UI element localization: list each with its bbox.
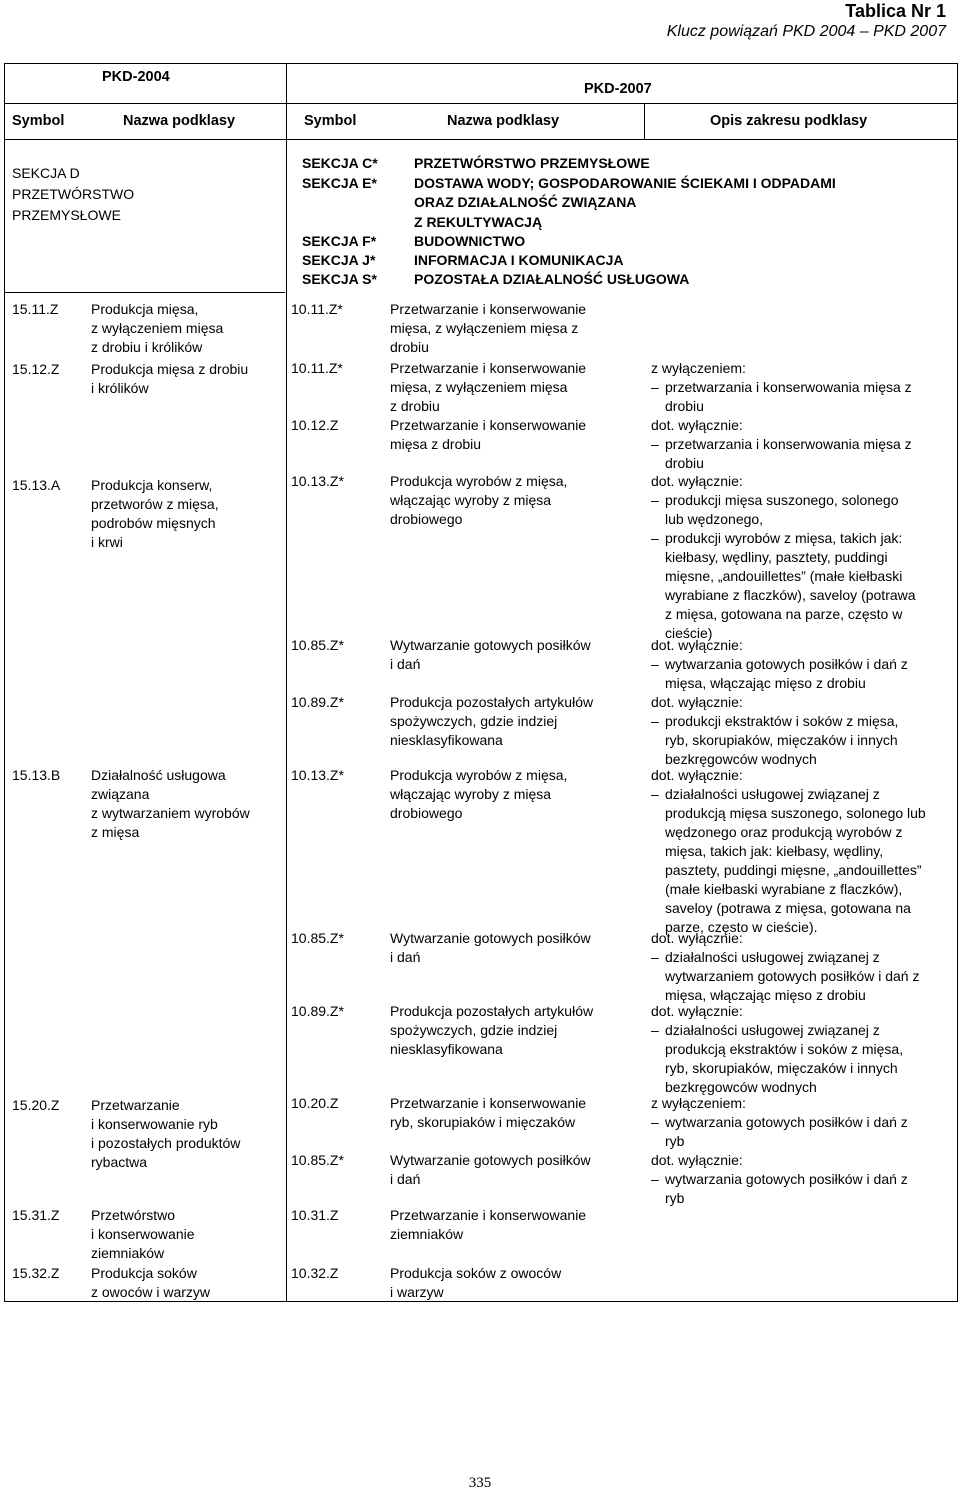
desc-intro: dot. wyłącznie:	[651, 417, 743, 433]
section-2007-name: POZOSTAŁA DZIAŁALNOŚĆ USŁUGOWA	[414, 271, 690, 287]
desc-bullet	[651, 1021, 880, 1040]
pkd2007-name: spożywczych, gdzie indziej	[390, 1022, 558, 1038]
section-2007-name: ORAZ DZIAŁALNOŚĆ ZWIĄZANA	[414, 194, 637, 210]
pkd2004-name: i konserwowanie	[91, 1226, 195, 1242]
pkd2004-name: z drobiu i królików	[91, 339, 203, 355]
desc-item-text: produkcji mięsa suszonego, solonego	[665, 492, 899, 508]
desc-intro: dot. wyłącznie:	[651, 767, 743, 783]
pkd2007-name: spożywczych, gdzie indziej	[390, 713, 558, 729]
pkd2004-name: i pozostałych produktów	[91, 1135, 241, 1151]
desc-item-text: pasztety, puddingi mięsne, „andouillettes”	[665, 862, 922, 878]
dash-bullet-icon: –	[651, 492, 659, 508]
pkd2004-name: podrobów mięsnych	[91, 515, 216, 531]
pkd2007-name: Wytwarzanie gotowych posiłków	[390, 637, 591, 653]
pkd2007-name: i dań	[390, 1171, 421, 1187]
pkd2007-name: Produkcja soków z owoców	[390, 1265, 562, 1281]
section-2007-symbol: SEKCJA C*	[302, 155, 378, 171]
divider-desc	[644, 103, 645, 140]
pkd2007-symbol: 10.85.Z*	[291, 1152, 344, 1168]
dash-bullet-icon: –	[651, 436, 659, 452]
pkd2007-name: i warzyw	[390, 1284, 444, 1300]
desc-item-text: ryb, skorupiaków, mięczaków i innych	[665, 732, 898, 748]
desc-intro: z wyłączeniem:	[651, 1095, 746, 1111]
section-2004-line: SEKCJA D	[12, 165, 80, 181]
pkd2004-name: Działalność usługowa	[91, 767, 226, 783]
desc-item-text: przetwarzania i konserwowania mięsa z	[665, 436, 912, 452]
pkd2004-name: Produkcja soków	[91, 1265, 197, 1281]
pkd2004-name: Przetwórstwo	[91, 1207, 176, 1223]
dash-bullet-icon: –	[651, 1171, 659, 1187]
pkd2004-symbol: 15.32.Z	[12, 1265, 60, 1281]
pkd2004-name: ziemniaków	[91, 1245, 165, 1261]
desc-bullet	[651, 378, 912, 397]
pkd2004-symbol: 15.20.Z	[12, 1097, 60, 1113]
desc-bullet	[651, 1170, 908, 1189]
desc-item-text: działalności usługowej związanej z	[665, 949, 880, 965]
pkd2004-name: i konserwowanie ryb	[91, 1116, 218, 1132]
page-number: 335	[468, 1475, 492, 1491]
pkd2007-group-heading: PKD-2007	[584, 81, 652, 97]
pkd2007-symbol: 10.11.Z*	[291, 360, 343, 376]
desc-item-text: wytwarzania gotowych posiłków i dań z	[665, 1114, 908, 1130]
desc-intro: dot. wyłącznie:	[651, 694, 743, 710]
pkd2007-name: i dań	[390, 949, 421, 965]
desc-item-text: wędzonego oraz produkcją wyrobów z	[665, 824, 903, 840]
pkd2007-name: Przetwarzanie i konserwowanie	[390, 417, 587, 433]
pkd2007-name: Przetwarzanie i konserwowanie	[390, 301, 587, 317]
pkd2004-name: związana	[91, 786, 150, 802]
desc-item-text: kiełbasy, wędliny, pasztety, puddingi	[665, 549, 888, 565]
dash-bullet-icon: –	[651, 656, 659, 672]
desc-item-text: bezkręgowców wodnych	[665, 751, 817, 767]
pkd2007-name: Przetwarzanie i konserwowanie	[390, 1207, 587, 1223]
pkd2007-name: Produkcja pozostałych artykułów	[390, 1003, 594, 1019]
pkd2007-name: Produkcja wyrobów z mięsa,	[390, 473, 568, 489]
desc-item-text: produkcji wyrobów z mięsa, takich jak:	[665, 530, 903, 546]
pkd2004-name: rybactwa	[91, 1154, 148, 1170]
desc-item-text: drobiu	[665, 398, 704, 414]
section-2004-line: PRZETWÓRSTWO	[12, 186, 135, 202]
desc-bullet	[651, 785, 880, 804]
desc-item-text: wytwarzania gotowych posiłków i dań z	[665, 1171, 908, 1187]
desc-item-text: mięsa, włączając mięso z drobiu	[665, 675, 866, 691]
pkd2007-symbol: 10.31.Z	[291, 1207, 339, 1223]
desc-item-text: drobiu	[665, 455, 704, 471]
section-2007-name: INFORMACJA I KOMUNIKACJA	[414, 252, 624, 268]
col-desc: Opis zakresu podklasy	[710, 113, 868, 129]
pkd2004-name: Produkcja mięsa z drobiu	[91, 361, 249, 377]
pkd2007-name: drobiowego	[390, 511, 463, 527]
section-2007-symbol: SEKCJA J*	[302, 252, 376, 268]
pkd2007-name: włączając wyroby z mięsa	[390, 492, 552, 508]
pkd2004-name: i królików	[91, 380, 149, 396]
pkd2007-symbol: 10.89.Z*	[291, 1003, 344, 1019]
desc-intro: z wyłączeniem:	[651, 360, 746, 376]
pkd2004-symbol: 15.11.Z	[12, 301, 59, 317]
dash-bullet-icon: –	[651, 1022, 659, 1038]
pkd2007-name: ziemniaków	[390, 1226, 464, 1242]
col-symbol-2004: Symbol	[12, 113, 65, 129]
pkd2007-name: Wytwarzanie gotowych posiłków	[390, 1152, 591, 1168]
pkd2007-name: Wytwarzanie gotowych posiłków	[390, 930, 591, 946]
section-2007-symbol: SEKCJA F*	[302, 233, 377, 249]
pkd2007-name: mięsa, z wyłączeniem mięsa	[390, 379, 568, 395]
pkd2004-symbol: 15.12.Z	[12, 361, 60, 377]
dash-bullet-icon: –	[651, 1114, 659, 1130]
pkd2007-name: niesklasyfikowana	[390, 732, 503, 748]
desc-item-text: działalności usługowej związanej z	[665, 1022, 880, 1038]
desc-item-text: cieście)	[665, 625, 713, 641]
desc-item-text: działalności usługowej związanej z	[665, 786, 880, 802]
desc-item-text: (małe kiełbaski wyrabiane z flaczków),	[665, 881, 903, 897]
pkd2007-name: Produkcja pozostałych artykułów	[390, 694, 594, 710]
dash-bullet-icon: –	[651, 786, 659, 802]
pkd2007-symbol: 10.20.Z	[291, 1095, 339, 1111]
pkd2007-symbol: 10.13.Z*	[291, 767, 344, 783]
desc-item-text: przetwarzania i konserwowania mięsa z	[665, 379, 912, 395]
desc-item-text: mięsne, „andouillettes” (małe kiełbaski	[665, 568, 903, 584]
desc-item-text: wytwarzaniem gotowych posiłków i dań z	[665, 968, 920, 984]
pkd2007-symbol: 10.32.Z	[291, 1265, 339, 1281]
pkd2007-name: Produkcja wyrobów z mięsa,	[390, 767, 568, 783]
dash-bullet-icon: –	[651, 379, 659, 395]
dash-bullet-icon: –	[651, 713, 659, 729]
pkd2004-name: Produkcja mięsa,	[91, 301, 199, 317]
dash-bullet-icon: –	[651, 530, 659, 546]
pkd2004-name: przetworów z mięsa,	[91, 496, 219, 512]
desc-item-text: z mięsa, gotowana na parze, często w	[665, 606, 903, 622]
pkd2007-name: i dań	[390, 656, 421, 672]
desc-item-text: wyrabiane z flaczków), saveloy (potrawa	[665, 587, 916, 603]
pkd2004-name: i krwi	[91, 534, 123, 550]
desc-item-text: saveloy (potrawa z mięsa, gotowana na	[665, 900, 911, 916]
section-2007-symbol: SEKCJA S*	[302, 271, 377, 287]
header-rule-1	[4, 103, 958, 104]
pkd2007-name: drobiowego	[390, 805, 463, 821]
desc-bullet	[651, 529, 902, 548]
pkd2007-symbol: 10.85.Z*	[291, 637, 344, 653]
pkd2007-name: niesklasyfikowana	[390, 1041, 503, 1057]
pkd2004-symbol: 15.13.B	[12, 767, 61, 783]
desc-bullet	[651, 948, 880, 967]
table-subtitle: Klucz powiązań PKD 2004 – PKD 2007	[666, 23, 946, 40]
pkd2004-name: z mięsa	[91, 824, 140, 840]
section-2007-symbol: SEKCJA E*	[302, 175, 377, 191]
pkd2007-name: mięsa z drobiu	[390, 436, 482, 452]
pkd2004-name: Przetwarzanie	[91, 1097, 180, 1113]
pkd2007-symbol: 10.12.Z	[291, 417, 339, 433]
desc-item-text: produkcją ekstraktów i soków z mięsa,	[665, 1041, 904, 1057]
dash-bullet-icon: –	[651, 949, 659, 965]
pkd2007-name: Przetwarzanie i konserwowanie	[390, 360, 587, 376]
desc-intro: dot. wyłącznie:	[651, 473, 743, 489]
col-name-2004: Nazwa podklasy	[123, 113, 236, 129]
desc-intro: dot. wyłącznie:	[651, 1152, 743, 1168]
pkd2004-name: Produkcja konserw,	[91, 477, 213, 493]
section-rule-left	[4, 292, 285, 293]
desc-item-text: mięsa, włączając mięso z drobiu	[665, 987, 866, 1003]
desc-item-text: lub wędzonego,	[665, 511, 764, 527]
pkd2004-group-heading: PKD-2004	[102, 69, 170, 85]
pkd2004-symbol: 15.13.A	[12, 477, 61, 493]
pkd2007-symbol: 10.11.Z*	[291, 301, 343, 317]
desc-item-text: produkcją mięsa suszonego, solonego lub	[665, 805, 926, 821]
section-2004-line: PRZEMYSŁOWE	[12, 207, 121, 223]
desc-intro: dot. wyłącznie:	[651, 637, 743, 653]
pkd2007-name: mięsa, z wyłączeniem mięsa z	[390, 320, 579, 336]
desc-bullet	[651, 655, 908, 674]
pkd2004-symbol: 15.31.Z	[12, 1207, 60, 1223]
desc-intro: dot. wyłącznie:	[651, 930, 743, 946]
desc-item-text: ryb	[665, 1190, 685, 1206]
desc-item-text: bezkręgowców wodnych	[665, 1079, 817, 1095]
pkd2007-name: Przetwarzanie i konserwowanie	[390, 1095, 587, 1111]
pkd2004-name: z owoców i warzyw	[91, 1284, 211, 1300]
pkd2007-name: ryb, skorupiaków i mięczaków	[390, 1114, 576, 1130]
desc-item-text: ryb, skorupiaków, mięczaków i innych	[665, 1060, 898, 1076]
pkd2004-name: z wytwarzaniem wyrobów	[91, 805, 250, 821]
divider-2004-2007	[286, 63, 287, 1301]
pkd2007-symbol: 10.85.Z*	[291, 930, 344, 946]
desc-bullet	[651, 712, 898, 731]
pkd2007-name: drobiu	[390, 339, 429, 355]
desc-item-text: produkcji ekstraktów i soków z mięsa,	[665, 713, 899, 729]
desc-bullet	[651, 435, 912, 454]
section-2007-name: Z REKULTYWACJĄ	[414, 214, 543, 230]
pkd2007-name: z drobiu	[390, 398, 440, 414]
desc-bullet	[651, 1113, 908, 1132]
table-number: Tablica Nr 1	[845, 1, 946, 21]
pkd2007-symbol: 10.13.Z*	[291, 473, 344, 489]
pkd2007-name: włączając wyroby z mięsa	[390, 786, 552, 802]
pkd2004-name: z wyłączeniem mięsa	[91, 320, 224, 336]
col-symbol-2007: Symbol	[304, 113, 357, 129]
pkd2007-symbol: 10.89.Z*	[291, 694, 344, 710]
section-2007-name: DOSTAWA WODY; GOSPODAROWANIE ŚCIEKAMI I ODPADAMI	[414, 175, 836, 191]
desc-item-text: parze, często w cieście).	[665, 919, 818, 935]
header-rule-2	[4, 139, 958, 140]
col-name-2007: Nazwa podklasy	[447, 113, 560, 129]
desc-bullet	[651, 491, 898, 510]
desc-intro: dot. wyłącznie:	[651, 1003, 743, 1019]
desc-item-text: mięsa, takich jak: kiełbasy, wędliny,	[665, 843, 884, 859]
section-2007-name: BUDOWNICTWO	[414, 233, 526, 249]
desc-item-text: ryb	[665, 1133, 685, 1149]
desc-item-text: wytwarzania gotowych posiłków i dań z	[665, 656, 908, 672]
section-2007-name: PRZETWÓRSTWO PRZEMYSŁOWE	[414, 155, 650, 171]
